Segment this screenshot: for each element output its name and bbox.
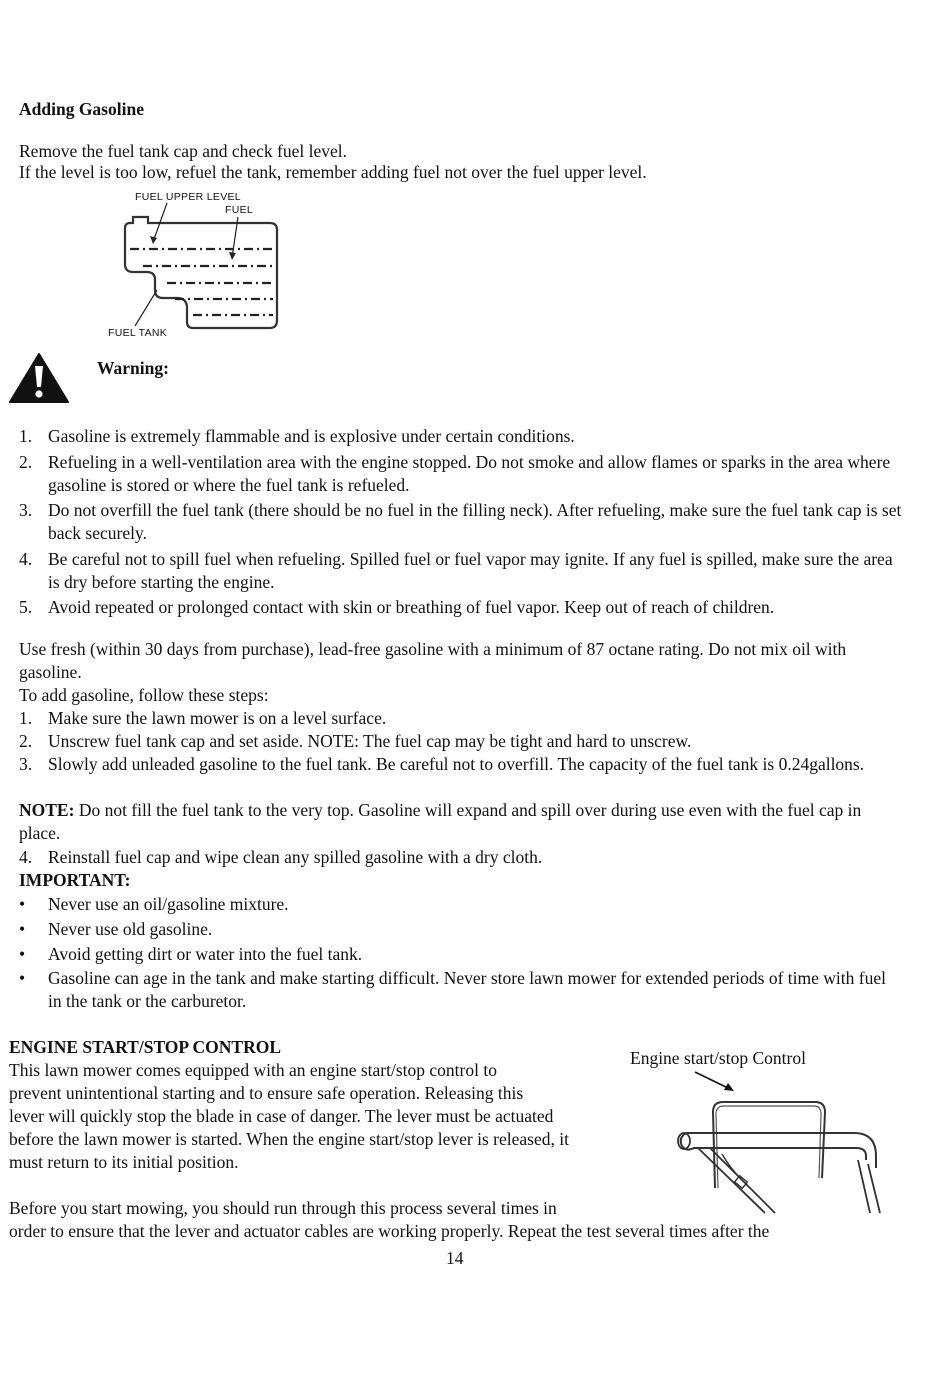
engine-paragraph-line-5: must return to its initial position.	[9, 1152, 239, 1172]
important-bullet-4	[0, 967, 950, 1013]
diagram-label-fuel: FUEL	[225, 204, 254, 216]
fuel-tank-diagram-graphic	[105, 190, 290, 342]
warning-item-5-text: Avoid repeated or prolonged contact with skin or breathing of fuel vapor. Keep out of reach of children.	[48, 597, 775, 617]
bullet-icon: •	[19, 919, 26, 939]
step-item-1	[0, 707, 950, 730]
engine-paragraph-line-1: This lawn mower comes equipped with an engine start/stop control to	[9, 1060, 497, 1080]
warning-item-4	[0, 548, 950, 594]
note-text: Do not fill the fuel tank to the very top. Gasoline will expand and spill over during use even with the fuel cap in place.	[19, 800, 862, 843]
step-item-1-text: Make sure the lawn mower is on a level surface.	[48, 708, 387, 728]
step-item-1-num: 1.	[19, 708, 33, 728]
step-item-3-num: 3.	[19, 754, 33, 774]
step-item-3-text: Slowly add unleaded gasoline to the fuel tank. Be careful not to overfill. The capacity of the fuel tank is 0.24gallons.	[48, 754, 865, 774]
warning-item-5	[0, 596, 950, 619]
section-title-engine-control: ENGINE START/STOP CONTROL	[9, 1037, 282, 1057]
important-bullet-3	[0, 943, 950, 966]
warning-item-4-text: Be careful not to spill fuel when refueling. Spilled fuel or fuel vapor may ignite. If any fuel is spilled, make sure the area is dry before starting the engine.	[48, 549, 893, 592]
important-bullet-2-text: Never use old gasoline.	[48, 919, 213, 939]
warning-title: Warning:	[97, 358, 169, 378]
intro-line-1: Remove the fuel tank cap and check fuel level.	[19, 141, 347, 161]
warning-item-1	[0, 425, 950, 448]
diagram-label-fuel-tank: FUEL TANK	[108, 327, 168, 339]
engine-paragraph-line-2: prevent unintentional starting and to ensure safe operation. Releasing this	[9, 1083, 524, 1103]
step-item-4	[0, 846, 950, 869]
bullet-icon: •	[19, 944, 26, 964]
intro-line-2: If the level is too low, refuel the tank, remember adding fuel not over the fuel upper level.	[19, 162, 647, 182]
important-title: IMPORTANT:	[19, 870, 131, 890]
section-title-adding-gasoline: Adding Gasoline	[19, 99, 144, 119]
important-bullet-1	[0, 893, 950, 916]
warning-item-1-text: Gasoline is extremely flammable and is explosive under certain conditions.	[48, 426, 575, 446]
step-item-4-text: Reinstall fuel cap and wipe clean any spilled gasoline with a dry cloth.	[48, 847, 543, 867]
warning-item-3-text: Do not overfill the fuel tank (there should be no fuel in the filling neck). After refueling, make sure the fuel tank cap is set back securely.	[48, 500, 902, 543]
step-item-2-text: Unscrew fuel tank cap and set aside. NOTE: The fuel cap may be tight and hard to unscrew.	[48, 731, 692, 751]
bullet-icon: •	[19, 968, 26, 988]
warning-item-3-num: 3.	[19, 500, 33, 520]
fresh-gasoline-paragraph: Use fresh (within 30 days from purchase), lead-free gasoline with a minimum of 87 octane rating. Do not mix oil with gasoline.	[19, 639, 847, 682]
warning-item-2	[0, 451, 950, 497]
handle-illustration	[670, 1068, 880, 1213]
steps-intro: To add gasoline, follow these steps:	[19, 685, 269, 705]
note-paragraph	[19, 799, 899, 845]
important-bullet-4-text: Gasoline can age in the tank and make starting difficult. Never store lawn mower for extended periods of time with fuel in the tank or the carburetor.	[48, 968, 886, 1011]
warning-item-2-text: Refueling in a well-ventilation area with the engine stopped. Do not smoke and allow flames or sparks in the area where gasoline is stored or where the fuel tank is refueled.	[48, 452, 891, 495]
important-bullet-3-text: Avoid getting dirt or water into the fuel tank.	[48, 944, 363, 964]
engine-paragraph2-line-1: Before you start mowing, you should run through this process several times in	[9, 1198, 557, 1218]
handle-illustration-graphic	[670, 1068, 880, 1213]
step-item-2	[0, 730, 950, 753]
engine-paragraph-line-4: before the lawn mower is started. When the engine start/stop lever is released, it	[9, 1129, 569, 1149]
warning-item-1-num: 1.	[19, 426, 33, 446]
warning-item-5-num: 5.	[19, 597, 33, 617]
fuel-tank-diagram	[105, 190, 290, 342]
warning-item-3	[0, 499, 950, 545]
page-number: 14	[446, 1248, 464, 1268]
important-bullet-2	[0, 918, 950, 941]
engine-paragraph2-line-2: order to ensure that the lever and actuator cables are working properly. Repeat the test several times after the	[9, 1221, 770, 1241]
step-item-3	[0, 753, 950, 799]
step-item-2-num: 2.	[19, 731, 33, 751]
diagram-label-upper-level: FUEL UPPER LEVEL	[135, 191, 241, 203]
bullet-icon: •	[19, 894, 26, 914]
warning-item-4-num: 4.	[19, 549, 33, 569]
warning-item-2-num: 2.	[19, 452, 33, 472]
engine-control-figure-caption: Engine start/stop Control	[630, 1048, 806, 1068]
note-label: NOTE:	[19, 800, 75, 820]
warning-triangle-icon	[8, 352, 70, 404]
important-bullet-1-text: Never use an oil/gasoline mixture.	[48, 894, 289, 914]
engine-paragraph-line-3: lever will quickly stop the blade in case of danger. The lever must be actuated	[9, 1106, 554, 1126]
step-item-4-num: 4.	[19, 847, 33, 867]
